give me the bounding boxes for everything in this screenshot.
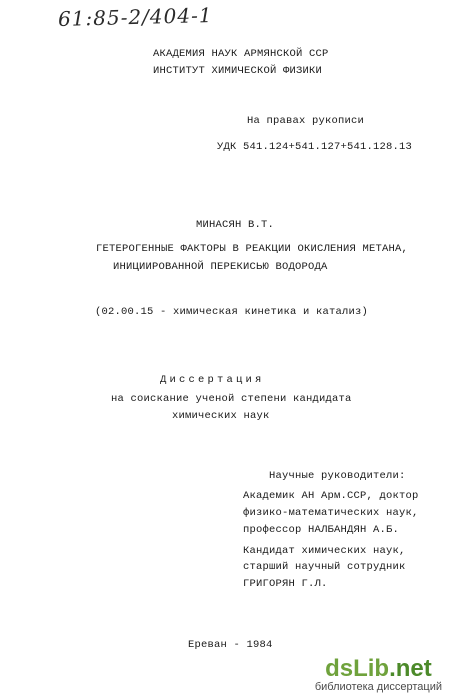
dslib-logo: [315, 657, 442, 681]
dslib-watermark: [315, 657, 442, 694]
udk-code: УДК 541.124+541.127+541.128.13: [217, 141, 413, 153]
supervisor-1-line-1: Академик АН Арм.ССР, доктор: [243, 490, 419, 502]
dslib-logo-main: dsLib: [325, 655, 390, 682]
title-line-2: ИНИЦИИРОВАННОЙ ПЕРЕКИСЬЮ ВОДОРОДА: [113, 261, 328, 273]
academy-name: АКАДЕМИЯ НАУК АРМЯНСКОЙ ССР: [153, 48, 329, 60]
degree-line-1: на соискание ученой степени кандидата: [111, 393, 352, 405]
supervisor-1-line-2: физико-математических наук,: [243, 507, 419, 519]
handwritten-archive-code: 61:85-2/404-1: [57, 2, 213, 32]
title-line-1: ГЕТЕРОГЕННЫЕ ФАКТОРЫ В РЕАКЦИИ ОКИСЛЕНИЯ МЕТАНА,: [96, 243, 409, 255]
supervisors-label: Научные руководители:: [269, 470, 406, 482]
supervisor-2-line-2: старший научный сотрудник: [243, 561, 406, 573]
dslib-logo-tld: .net: [389, 655, 432, 682]
author-name: МИНАСЯН В.Т.: [196, 219, 275, 231]
dissertation-heading: Диссертация: [160, 374, 265, 386]
supervisor-2-line-3: ГРИГОРЯН Г.Л.: [243, 578, 328, 590]
dslib-caption: библиотека диссертаций: [314, 681, 442, 693]
supervisor-1-line-3: профессор НАЛБАНДЯН А.Б.: [243, 524, 400, 536]
city-and-year: Ереван - 1984: [188, 639, 273, 651]
rights-note: На правах рукописи: [247, 115, 365, 127]
supervisor-2-line-1: Кандидат химических наук,: [243, 545, 406, 557]
specialty-code: (02.00.15 - химическая кинетика и катализ): [95, 306, 369, 318]
institute-name: ИНСТИТУТ ХИМИЧЕСКОЙ ФИЗИКИ: [153, 65, 323, 77]
degree-line-2: химических наук: [172, 410, 270, 422]
